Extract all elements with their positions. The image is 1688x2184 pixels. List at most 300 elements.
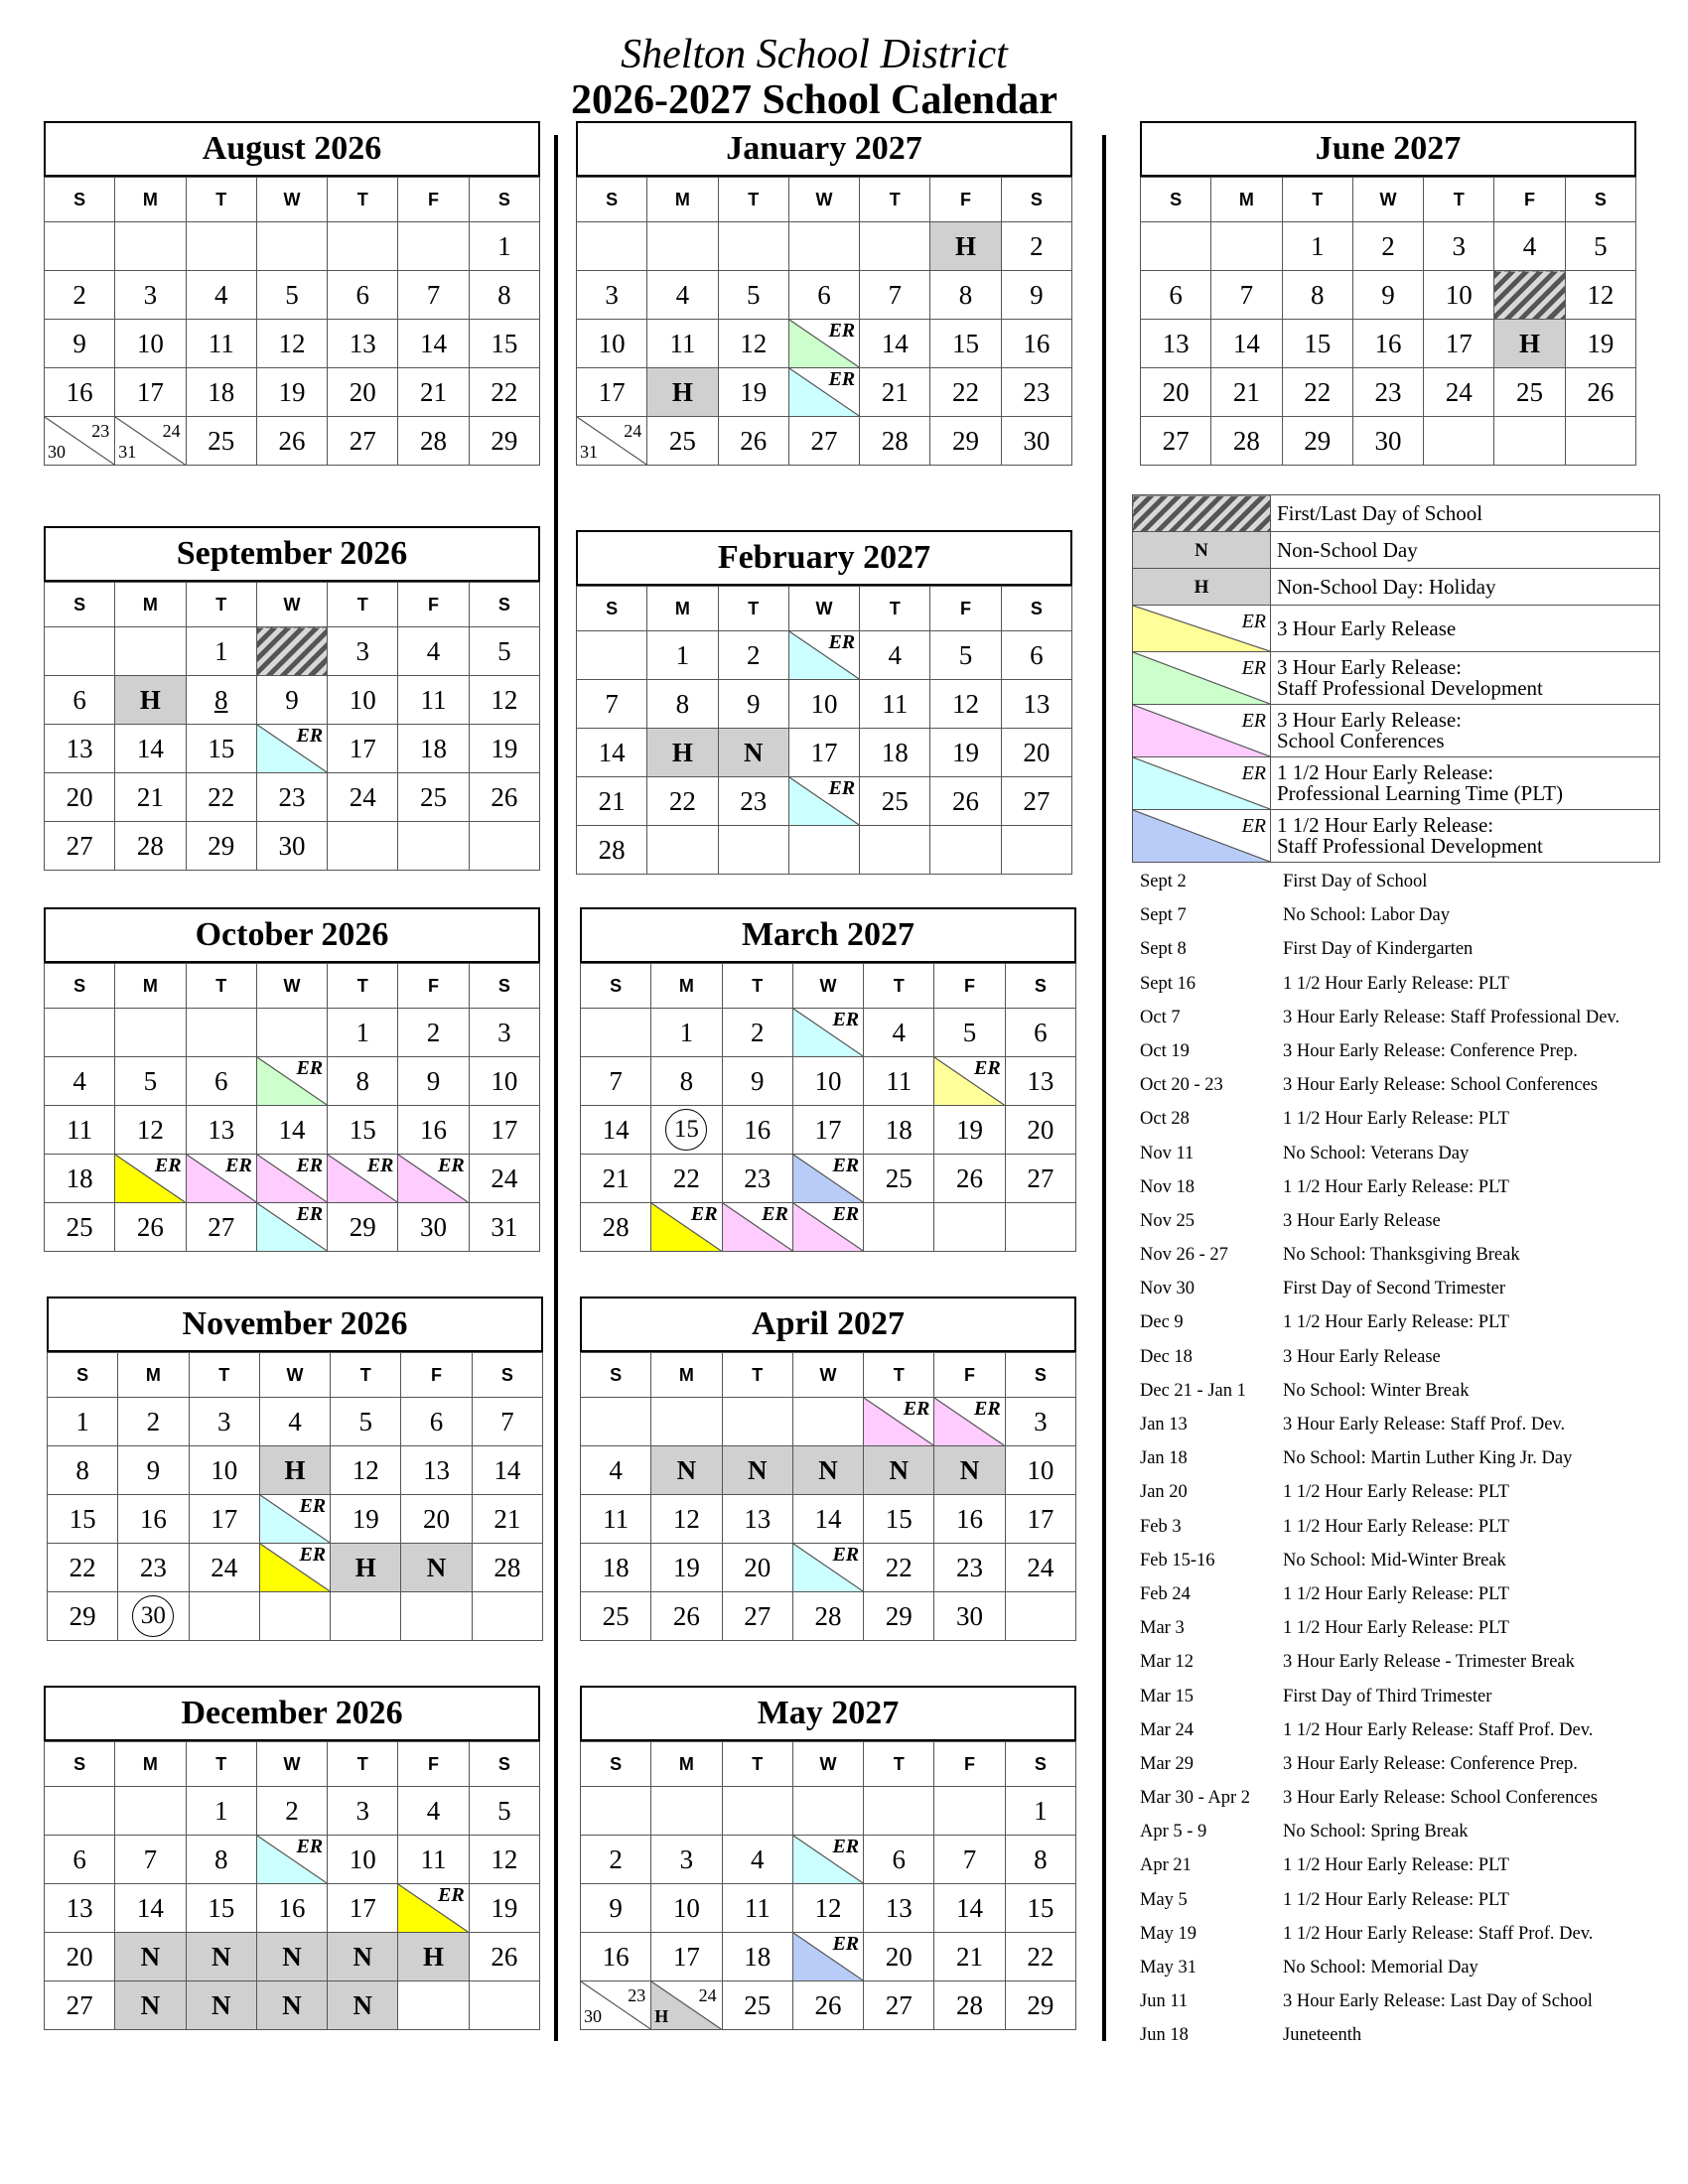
legend-swatch <box>1133 606 1271 652</box>
day-cell <box>398 822 469 871</box>
early-release-label: ER <box>828 320 856 341</box>
day-cell <box>651 1981 722 2030</box>
event-date: Sept 8 <box>1140 939 1187 960</box>
day-cell: 10 <box>469 1057 539 1106</box>
day-cell: 22 <box>48 1544 118 1592</box>
day-cell: 11 <box>398 676 469 725</box>
day-cell: 14 <box>472 1446 542 1495</box>
day-cell: 16 <box>722 1106 792 1155</box>
event-date: May 5 <box>1140 1889 1188 1910</box>
day-cell: 26 <box>256 417 327 466</box>
day-cell: 27 <box>45 1981 115 2030</box>
split-day-upper: 24 <box>624 421 642 441</box>
day-cell: 27 <box>1005 1155 1075 1203</box>
early-release-label: ER <box>296 1057 324 1079</box>
weekday-header: T <box>186 178 256 222</box>
event-date: Mar 3 <box>1140 1618 1185 1639</box>
day-cell: H <box>647 368 718 417</box>
day-cell: 4 <box>1494 222 1565 271</box>
event-description: 1 1/2 Hour Early Release: PLT <box>1283 1176 1509 1197</box>
day-cell <box>1565 417 1635 466</box>
event-description: 3 Hour Early Release <box>1283 1210 1441 1231</box>
day-cell: 12 <box>792 1884 863 1933</box>
weekday-header: S <box>45 964 115 1009</box>
weekday-header: F <box>401 1353 472 1398</box>
day-cell <box>581 1398 651 1446</box>
weekday-header: M <box>118 1353 189 1398</box>
day-cell: 22 <box>647 777 718 826</box>
day-cell <box>186 1009 256 1057</box>
event-row <box>1140 1958 1666 1991</box>
day-cell: 19 <box>469 1884 539 1933</box>
weekday-header: T <box>860 178 930 222</box>
event-row <box>1140 1279 1666 1312</box>
day-cell: 13 <box>45 725 115 773</box>
day-cell: 15 <box>864 1495 934 1544</box>
day-cell: 15 <box>930 320 1001 368</box>
weekday-header: S <box>45 583 115 627</box>
day-cell: 3 <box>1005 1398 1075 1446</box>
weekday-header: F <box>930 178 1001 222</box>
day-cell: 13 <box>186 1106 256 1155</box>
month-title: September 2026 <box>44 526 540 582</box>
day-cell: 29 <box>186 822 256 871</box>
day-cell <box>328 222 398 271</box>
event-row <box>1140 1720 1666 1754</box>
day-cell: 13 <box>722 1495 792 1544</box>
day-cell: 17 <box>788 729 859 777</box>
event-description: 3 Hour Early Release: Staff Professional Dev. <box>1283 1007 1620 1027</box>
event-date: Mar 30 - Apr 2 <box>1140 1788 1250 1809</box>
day-cell: 20 <box>328 368 398 417</box>
day-cell <box>577 417 647 466</box>
weekday-header: T <box>186 1742 256 1787</box>
day-cell: 26 <box>792 1981 863 2030</box>
holiday-mark: H <box>654 2006 669 2026</box>
day-cell <box>186 1155 256 1203</box>
weekday-header: M <box>115 583 186 627</box>
day-cell: 17 <box>328 1884 398 1933</box>
legend <box>1132 494 1660 863</box>
day-cell: 5 <box>930 631 1001 680</box>
event-date: Mar 24 <box>1140 1719 1194 1740</box>
day-cell: 29 <box>1005 1981 1075 2030</box>
day-cell: 25 <box>864 1155 934 1203</box>
day-cell: 29 <box>469 417 539 466</box>
day-cell: 2 <box>581 1836 651 1884</box>
column-divider <box>1102 135 1106 2041</box>
day-cell <box>581 1009 651 1057</box>
month-calendar <box>576 121 1072 466</box>
month-title: December 2026 <box>44 1686 540 1741</box>
day-cell: 23 <box>118 1544 189 1592</box>
day-cell: 4 <box>186 271 256 320</box>
day-cell <box>189 1592 259 1641</box>
day-cell: 17 <box>577 368 647 417</box>
weekday-header: T <box>722 1353 792 1398</box>
event-description: 3 Hour Early Release: School Conferences <box>1283 1788 1598 1809</box>
day-cell: 23 <box>256 773 327 822</box>
event-description: 3 Hour Early Release: Last Day of School <box>1283 1991 1593 2012</box>
day-cell: N <box>401 1544 472 1592</box>
legend-row <box>1133 757 1660 810</box>
day-cell: N <box>651 1446 722 1495</box>
day-cell: 13 <box>864 1884 934 1933</box>
day-cell: 21 <box>115 773 186 822</box>
day-cell: 7 <box>860 271 930 320</box>
day-cell: 1 <box>1005 1787 1075 1836</box>
day-cell: 14 <box>115 1884 186 1933</box>
day-cell: 25 <box>581 1592 651 1641</box>
day-cell: 3 <box>577 271 647 320</box>
legend-swatch <box>1133 705 1271 757</box>
day-cell: 16 <box>1001 320 1071 368</box>
day-cell: 3 <box>469 1009 539 1057</box>
day-cell: 6 <box>186 1057 256 1106</box>
legend-row <box>1133 810 1660 863</box>
district-title: Shelton School District <box>621 32 1008 77</box>
day-cell: 18 <box>860 729 930 777</box>
day-cell <box>328 1155 398 1203</box>
day-cell: 21 <box>472 1495 542 1544</box>
day-cell: 10 <box>189 1446 259 1495</box>
weekday-header: S <box>48 1353 118 1398</box>
day-cell: 30 <box>1001 417 1071 466</box>
event-date: Sept 16 <box>1140 973 1196 994</box>
day-cell: 1 <box>186 1787 256 1836</box>
day-cell: 2 <box>1352 222 1423 271</box>
weekday-header: S <box>469 964 539 1009</box>
early-release-label: ER <box>832 1155 860 1176</box>
weekday-header: W <box>256 964 327 1009</box>
day-cell: 29 <box>930 417 1001 466</box>
day-cell: 6 <box>1001 631 1071 680</box>
day-cell: 10 <box>328 1836 398 1884</box>
weekday-header: F <box>398 964 469 1009</box>
day-cell <box>718 826 788 875</box>
day-cell: 18 <box>864 1106 934 1155</box>
day-cell <box>256 725 327 773</box>
event-row <box>1140 1551 1666 1584</box>
day-cell <box>651 1398 722 1446</box>
event-row <box>1140 1381 1666 1415</box>
day-cell: 6 <box>328 271 398 320</box>
day-cell: 27 <box>788 417 859 466</box>
day-cell: 25 <box>722 1981 792 2030</box>
early-release-label: ER <box>366 1155 394 1176</box>
day-cell: 19 <box>256 368 327 417</box>
event-description: 1 1/2 Hour Early Release: PLT <box>1283 973 1509 994</box>
event-description: 1 1/2 Hour Early Release: Staff Prof. Dev. <box>1283 1719 1594 1740</box>
day-cell: 23 <box>934 1544 1005 1592</box>
weekday-header: M <box>115 1742 186 1787</box>
day-cell: 16 <box>45 368 115 417</box>
weekday-header: T <box>186 583 256 627</box>
day-cell <box>186 222 256 271</box>
event-row <box>1140 1991 1666 2025</box>
legend-swatch: N <box>1133 532 1271 569</box>
day-cell: 9 <box>1352 271 1423 320</box>
month-calendar <box>44 526 540 871</box>
day-cell: 7 <box>398 271 469 320</box>
day-cell <box>722 1787 792 1836</box>
legend-row <box>1133 652 1660 705</box>
day-cell: 24 <box>1424 368 1494 417</box>
day-cell: 23 <box>718 777 788 826</box>
event-row <box>1140 2025 1666 2059</box>
day-cell <box>792 1009 863 1057</box>
day-cell: 16 <box>398 1106 469 1155</box>
day-cell: N <box>722 1446 792 1495</box>
day-cell: 15 <box>469 320 539 368</box>
event-description: No School: Spring Break <box>1283 1822 1469 1843</box>
day-cell: 10 <box>115 320 186 368</box>
day-cell: 19 <box>934 1106 1005 1155</box>
weekday-header: W <box>788 587 859 631</box>
weekday-header: M <box>647 587 718 631</box>
legend-swatch: H <box>1133 569 1271 606</box>
weekday-header: F <box>398 178 469 222</box>
event-description: 1 1/2 Hour Early Release: PLT <box>1283 1109 1509 1130</box>
day-cell <box>792 1203 863 1252</box>
day-cell: 4 <box>259 1398 330 1446</box>
day-cell: 17 <box>792 1106 863 1155</box>
early-release-label: ER <box>438 1884 465 1906</box>
day-cell: 4 <box>860 631 930 680</box>
day-cell: 27 <box>186 1203 256 1252</box>
day-cell: 27 <box>1001 777 1071 826</box>
weekday-header: W <box>256 178 327 222</box>
day-cell: 22 <box>469 368 539 417</box>
day-cell: H <box>259 1446 330 1495</box>
day-cell <box>115 1787 186 1836</box>
event-date: Dec 21 - Jan 1 <box>1140 1380 1246 1401</box>
day-cell: 5 <box>1565 222 1635 271</box>
day-cell <box>651 1787 722 1836</box>
event-description: First Day of Second Trimester <box>1283 1279 1506 1299</box>
event-row <box>1140 1008 1666 1041</box>
legend-label: 3 Hour Early Release <box>1271 606 1660 652</box>
circled-day: 30 <box>132 1595 174 1637</box>
day-cell <box>256 1057 327 1106</box>
weekday-header: W <box>788 178 859 222</box>
day-cell: 16 <box>1352 320 1423 368</box>
event-date: Nov 30 <box>1140 1279 1195 1299</box>
event-description: 3 Hour Early Release: Conference Prep. <box>1283 1753 1578 1774</box>
weekday-header: M <box>651 1353 722 1398</box>
event-description: No School: Martin Luther King Jr. Day <box>1283 1448 1573 1469</box>
day-cell <box>934 1203 1005 1252</box>
weekday-header: W <box>256 1742 327 1787</box>
weekday-header: T <box>722 964 792 1009</box>
day-cell <box>45 417 115 466</box>
event-date: May 31 <box>1140 1958 1197 1978</box>
event-date: Feb 15-16 <box>1140 1550 1215 1570</box>
day-cell <box>115 1009 186 1057</box>
weekday-header: T <box>1282 178 1352 222</box>
month-calendar <box>44 907 540 1252</box>
day-cell: 17 <box>469 1106 539 1155</box>
day-cell: 2 <box>256 1787 327 1836</box>
legend-row <box>1133 705 1660 757</box>
event-description: No School: Labor Day <box>1283 905 1451 926</box>
event-date: May 19 <box>1140 1923 1197 1944</box>
event-description: 1 1/2 Hour Early Release: PLT <box>1283 1516 1509 1537</box>
month-title: November 2026 <box>47 1297 543 1352</box>
weekday-header: W <box>792 964 863 1009</box>
event-row <box>1140 1109 1666 1143</box>
event-description: 3 Hour Early Release <box>1283 1346 1441 1367</box>
event-date: Sept 2 <box>1140 872 1187 891</box>
event-row <box>1140 1448 1666 1482</box>
column-divider <box>554 135 558 2041</box>
event-row <box>1140 1347 1666 1381</box>
month-calendar <box>580 907 1076 1252</box>
day-cell: 22 <box>651 1155 722 1203</box>
day-cell: 12 <box>115 1106 186 1155</box>
weekday-header: S <box>577 178 647 222</box>
day-cell: 17 <box>328 725 398 773</box>
event-description: 1 1/2 Hour Early Release: PLT <box>1283 1583 1509 1604</box>
day-cell: 6 <box>401 1398 472 1446</box>
day-cell: H <box>647 729 718 777</box>
day-cell: 25 <box>398 773 469 822</box>
early-release-label: ER <box>296 725 324 747</box>
day-cell: 23 <box>1001 368 1071 417</box>
early-release-label: ER <box>296 1203 324 1225</box>
day-cell: 22 <box>186 773 256 822</box>
weekday-header: T <box>722 1742 792 1787</box>
weekday-header: F <box>934 964 1005 1009</box>
event-date: Apr 5 - 9 <box>1140 1822 1207 1843</box>
day-cell: 11 <box>398 1836 469 1884</box>
event-description: No School: Winter Break <box>1283 1380 1470 1401</box>
day-cell: 21 <box>860 368 930 417</box>
day-cell: 3 <box>328 627 398 676</box>
day-cell: 1 <box>647 631 718 680</box>
day-cell <box>469 1981 539 2030</box>
day-cell: 8 <box>328 1057 398 1106</box>
event-date: Jan 18 <box>1140 1448 1188 1469</box>
day-cell <box>864 1398 934 1446</box>
day-cell: 12 <box>1565 271 1635 320</box>
event-description: No School: Memorial Day <box>1283 1958 1478 1978</box>
day-cell: 24 <box>328 773 398 822</box>
event-date: Dec 18 <box>1140 1346 1193 1367</box>
legend-row <box>1133 606 1660 652</box>
day-cell <box>860 826 930 875</box>
day-cell <box>398 1884 469 1933</box>
day-cell: 22 <box>1005 1933 1075 1981</box>
event-row <box>1140 974 1666 1008</box>
weekday-header: T <box>328 1742 398 1787</box>
event-row <box>1140 1177 1666 1211</box>
early-release-label: ER <box>438 1155 465 1176</box>
day-cell: 21 <box>581 1155 651 1203</box>
day-cell <box>1211 222 1282 271</box>
day-cell <box>864 1787 934 1836</box>
event-row <box>1140 1687 1666 1720</box>
day-cell <box>115 627 186 676</box>
day-cell: 7 <box>1211 271 1282 320</box>
weekday-header: W <box>792 1742 863 1787</box>
day-cell: 17 <box>189 1495 259 1544</box>
day-cell: 14 <box>577 729 647 777</box>
day-cell: 7 <box>472 1398 542 1446</box>
month-title: August 2026 <box>44 121 540 177</box>
day-cell: 9 <box>118 1446 189 1495</box>
weekday-header: S <box>469 178 539 222</box>
day-cell: 18 <box>186 368 256 417</box>
day-cell: 9 <box>581 1884 651 1933</box>
legend-label: 3 Hour Early Release: Staff Professional Development <box>1271 652 1660 705</box>
event-row <box>1140 1144 1666 1177</box>
day-cell: 3 <box>115 271 186 320</box>
split-day-upper: 24 <box>162 421 181 441</box>
event-row <box>1140 1211 1666 1245</box>
event-row <box>1140 1822 1666 1855</box>
day-cell <box>331 1592 401 1641</box>
event-row <box>1140 1415 1666 1448</box>
weekday-header: S <box>1005 1353 1075 1398</box>
day-cell: 12 <box>930 680 1001 729</box>
weekday-header: S <box>1141 178 1211 222</box>
day-cell <box>934 1787 1005 1836</box>
day-cell: N <box>328 1933 398 1981</box>
event-description: 3 Hour Early Release: School Conferences <box>1283 1075 1598 1096</box>
day-cell <box>398 1155 469 1203</box>
day-cell: 1 <box>186 627 256 676</box>
month-title: March 2027 <box>580 907 1076 963</box>
day-cell <box>45 222 115 271</box>
day-cell: 8 <box>469 271 539 320</box>
weekday-header: T <box>328 583 398 627</box>
day-cell: 28 <box>1211 417 1282 466</box>
weekday-header: M <box>647 178 718 222</box>
split-day-upper: 23 <box>91 421 110 441</box>
day-cell <box>1141 222 1211 271</box>
event-date: Nov 25 <box>1140 1210 1195 1231</box>
legend-swatch <box>1133 495 1271 532</box>
day-cell: 6 <box>1141 271 1211 320</box>
day-cell: 14 <box>934 1884 1005 1933</box>
day-cell <box>1424 417 1494 466</box>
day-cell: 6 <box>45 676 115 725</box>
early-release-label: ER <box>1241 710 1266 732</box>
day-cell: 20 <box>1005 1106 1075 1155</box>
event-row <box>1140 1245 1666 1279</box>
day-cell <box>718 222 788 271</box>
circled-day: 15 <box>665 1109 707 1151</box>
day-cell: 27 <box>328 417 398 466</box>
month-calendar <box>44 1686 540 2030</box>
day-cell: 20 <box>1001 729 1071 777</box>
weekday-header: M <box>651 964 722 1009</box>
day-cell: 4 <box>398 627 469 676</box>
day-cell: 30 <box>398 1203 469 1252</box>
event-date: Dec 9 <box>1140 1312 1184 1333</box>
day-cell: 2 <box>1001 222 1071 271</box>
day-cell: 4 <box>864 1009 934 1057</box>
day-cell: N <box>115 1933 186 1981</box>
weekday-header: F <box>934 1353 1005 1398</box>
day-cell: 7 <box>577 680 647 729</box>
event-row <box>1140 939 1666 973</box>
split-day-lower: 31 <box>118 442 137 462</box>
day-cell <box>581 1787 651 1836</box>
day-cell: 8 <box>651 1057 722 1106</box>
weekday-header: S <box>45 178 115 222</box>
